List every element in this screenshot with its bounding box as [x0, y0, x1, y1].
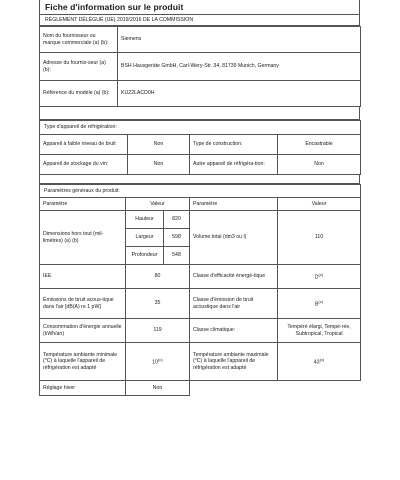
energy-class-value: D: [314, 274, 319, 281]
energy-class-label: Classe d'efficacité énergé-tique: [190, 265, 278, 289]
supplier-name-label: Nom du fournisseur ou marque commerciale (a) (b):: [40, 27, 118, 53]
noise-emission-label: Émissions de bruit acous-tique dans l'air [dB(A) re 1 pW]: [40, 289, 126, 319]
total-volume-label: Volume total (dm3 ou l): [190, 211, 278, 265]
max-temperature-label: Température ambiante maximale (°C) à laquelle l'appareil de réfrigération est adapté: [190, 343, 278, 381]
general-parameters-heading: Paramètres généraux du produit:: [40, 185, 361, 198]
section-gap: [39, 107, 360, 120]
max-temperature-cell: [278, 343, 361, 381]
min-temperature-note: (c): [158, 356, 163, 362]
noise-class-cell: [278, 289, 361, 319]
noise-class-value: B: [314, 301, 319, 308]
noise-class-label: Classe d'émission de bruit acoustique dans l'air: [190, 289, 278, 319]
other-appliance-value: Non: [278, 155, 361, 175]
supplier-name-row: [40, 27, 361, 53]
min-temperature-label: Température ambiante minimale (°C) à laquelle l'appareil de réfrigération est adapté: [40, 343, 126, 381]
supplier-address-label: Adresse du fournis-seur (a) (b):: [40, 53, 118, 81]
dimensions-label: Dimensions hors tout (mil-limètres) (a) (b): [40, 211, 126, 265]
winter-setting-label: Réglage hiver: [40, 381, 126, 396]
depth-label: Profondeur: [126, 247, 164, 265]
climate-class-value: Tempéré élargi, Tempé-rée, Subtropical, Tropical: [278, 319, 361, 343]
eei-value: 80: [126, 265, 190, 289]
wine-storage-row: [40, 155, 361, 175]
column-header-parameter: Paramètre: [40, 198, 126, 211]
eei-row: [40, 265, 361, 289]
noise-class-note: (c): [318, 298, 324, 304]
low-noise-row: [40, 135, 361, 155]
total-volume-value: 110: [278, 211, 361, 265]
column-header-value: Valeur: [126, 198, 190, 211]
ambient-temperature-row: [40, 343, 361, 381]
supplier-address-row: [40, 53, 361, 81]
section-gap: [39, 175, 360, 184]
wine-storage-label: Appareil de stockage du vin:: [40, 155, 128, 175]
energy-consumption-label: Consommation d'énergie annuelle (kWh/an): [40, 319, 126, 343]
min-temperature-value: 10: [152, 359, 159, 366]
height-row: [40, 211, 361, 229]
general-parameters-table: [39, 184, 361, 396]
width-label: Largeur: [126, 229, 164, 247]
supplier-address-value: BSH Hausgeräte GmbH, Carl-Wery-Str. 34, 81739 Munich, Germany: [118, 53, 361, 81]
model-reference-label: Référence du modèle (a) (b):: [40, 81, 118, 107]
column-header-row: [40, 198, 361, 211]
construction-type-label: Type de construction:: [190, 135, 278, 155]
eei-label: IEE: [40, 265, 126, 289]
other-appliance-label: Autre appareil de réfrigéra-tion:: [190, 155, 278, 175]
energy-class-note: (c): [318, 271, 324, 277]
min-temperature-cell: [126, 343, 190, 381]
climate-class-label: Classe climatique:: [190, 319, 278, 343]
general-parameters-header-row: [40, 185, 361, 198]
model-reference-row: [40, 81, 361, 107]
low-noise-value: Non: [128, 135, 190, 155]
model-reference-value: KU22LACD0H: [118, 81, 361, 107]
consumption-row: [40, 319, 361, 343]
winter-setting-value: Non: [126, 381, 190, 396]
energy-consumption-value: 119: [126, 319, 190, 343]
supplier-name-value: Siemens: [118, 27, 361, 53]
noise-row: [40, 289, 361, 319]
wine-storage-value: Non: [128, 155, 190, 175]
winter-setting-row: [40, 381, 361, 396]
sheet-title: Fiche d'information sur le produit: [39, 0, 360, 15]
appliance-type-table: [39, 120, 361, 175]
depth-value: 548: [164, 247, 190, 265]
low-noise-label: Appareil à faible niveau de bruit: [40, 135, 128, 155]
noise-emission-value: 35: [126, 289, 190, 319]
column-header-parameter-2: Paramètre: [190, 198, 278, 211]
energy-class-cell: [278, 265, 361, 289]
regulation-reference: RÈGLEMENT DÉLÉGUÉ (UE) 2019/2016 DE LA COMMISSION: [39, 15, 360, 26]
max-temperature-value: 43: [313, 359, 320, 366]
product-information-sheet: [39, 0, 360, 396]
column-header-value-2: Valeur: [278, 198, 361, 211]
width-value: 598: [164, 229, 190, 247]
appliance-type-header-row: [40, 121, 361, 135]
height-label: Hauteur: [126, 211, 164, 229]
max-temperature-note: (c): [319, 356, 325, 362]
appliance-type-heading: Type d'appareil de réfrigération:: [40, 121, 361, 135]
supplier-table: [39, 26, 361, 107]
construction-type-value: Encastrable: [278, 135, 361, 155]
height-value: 820: [164, 211, 190, 229]
